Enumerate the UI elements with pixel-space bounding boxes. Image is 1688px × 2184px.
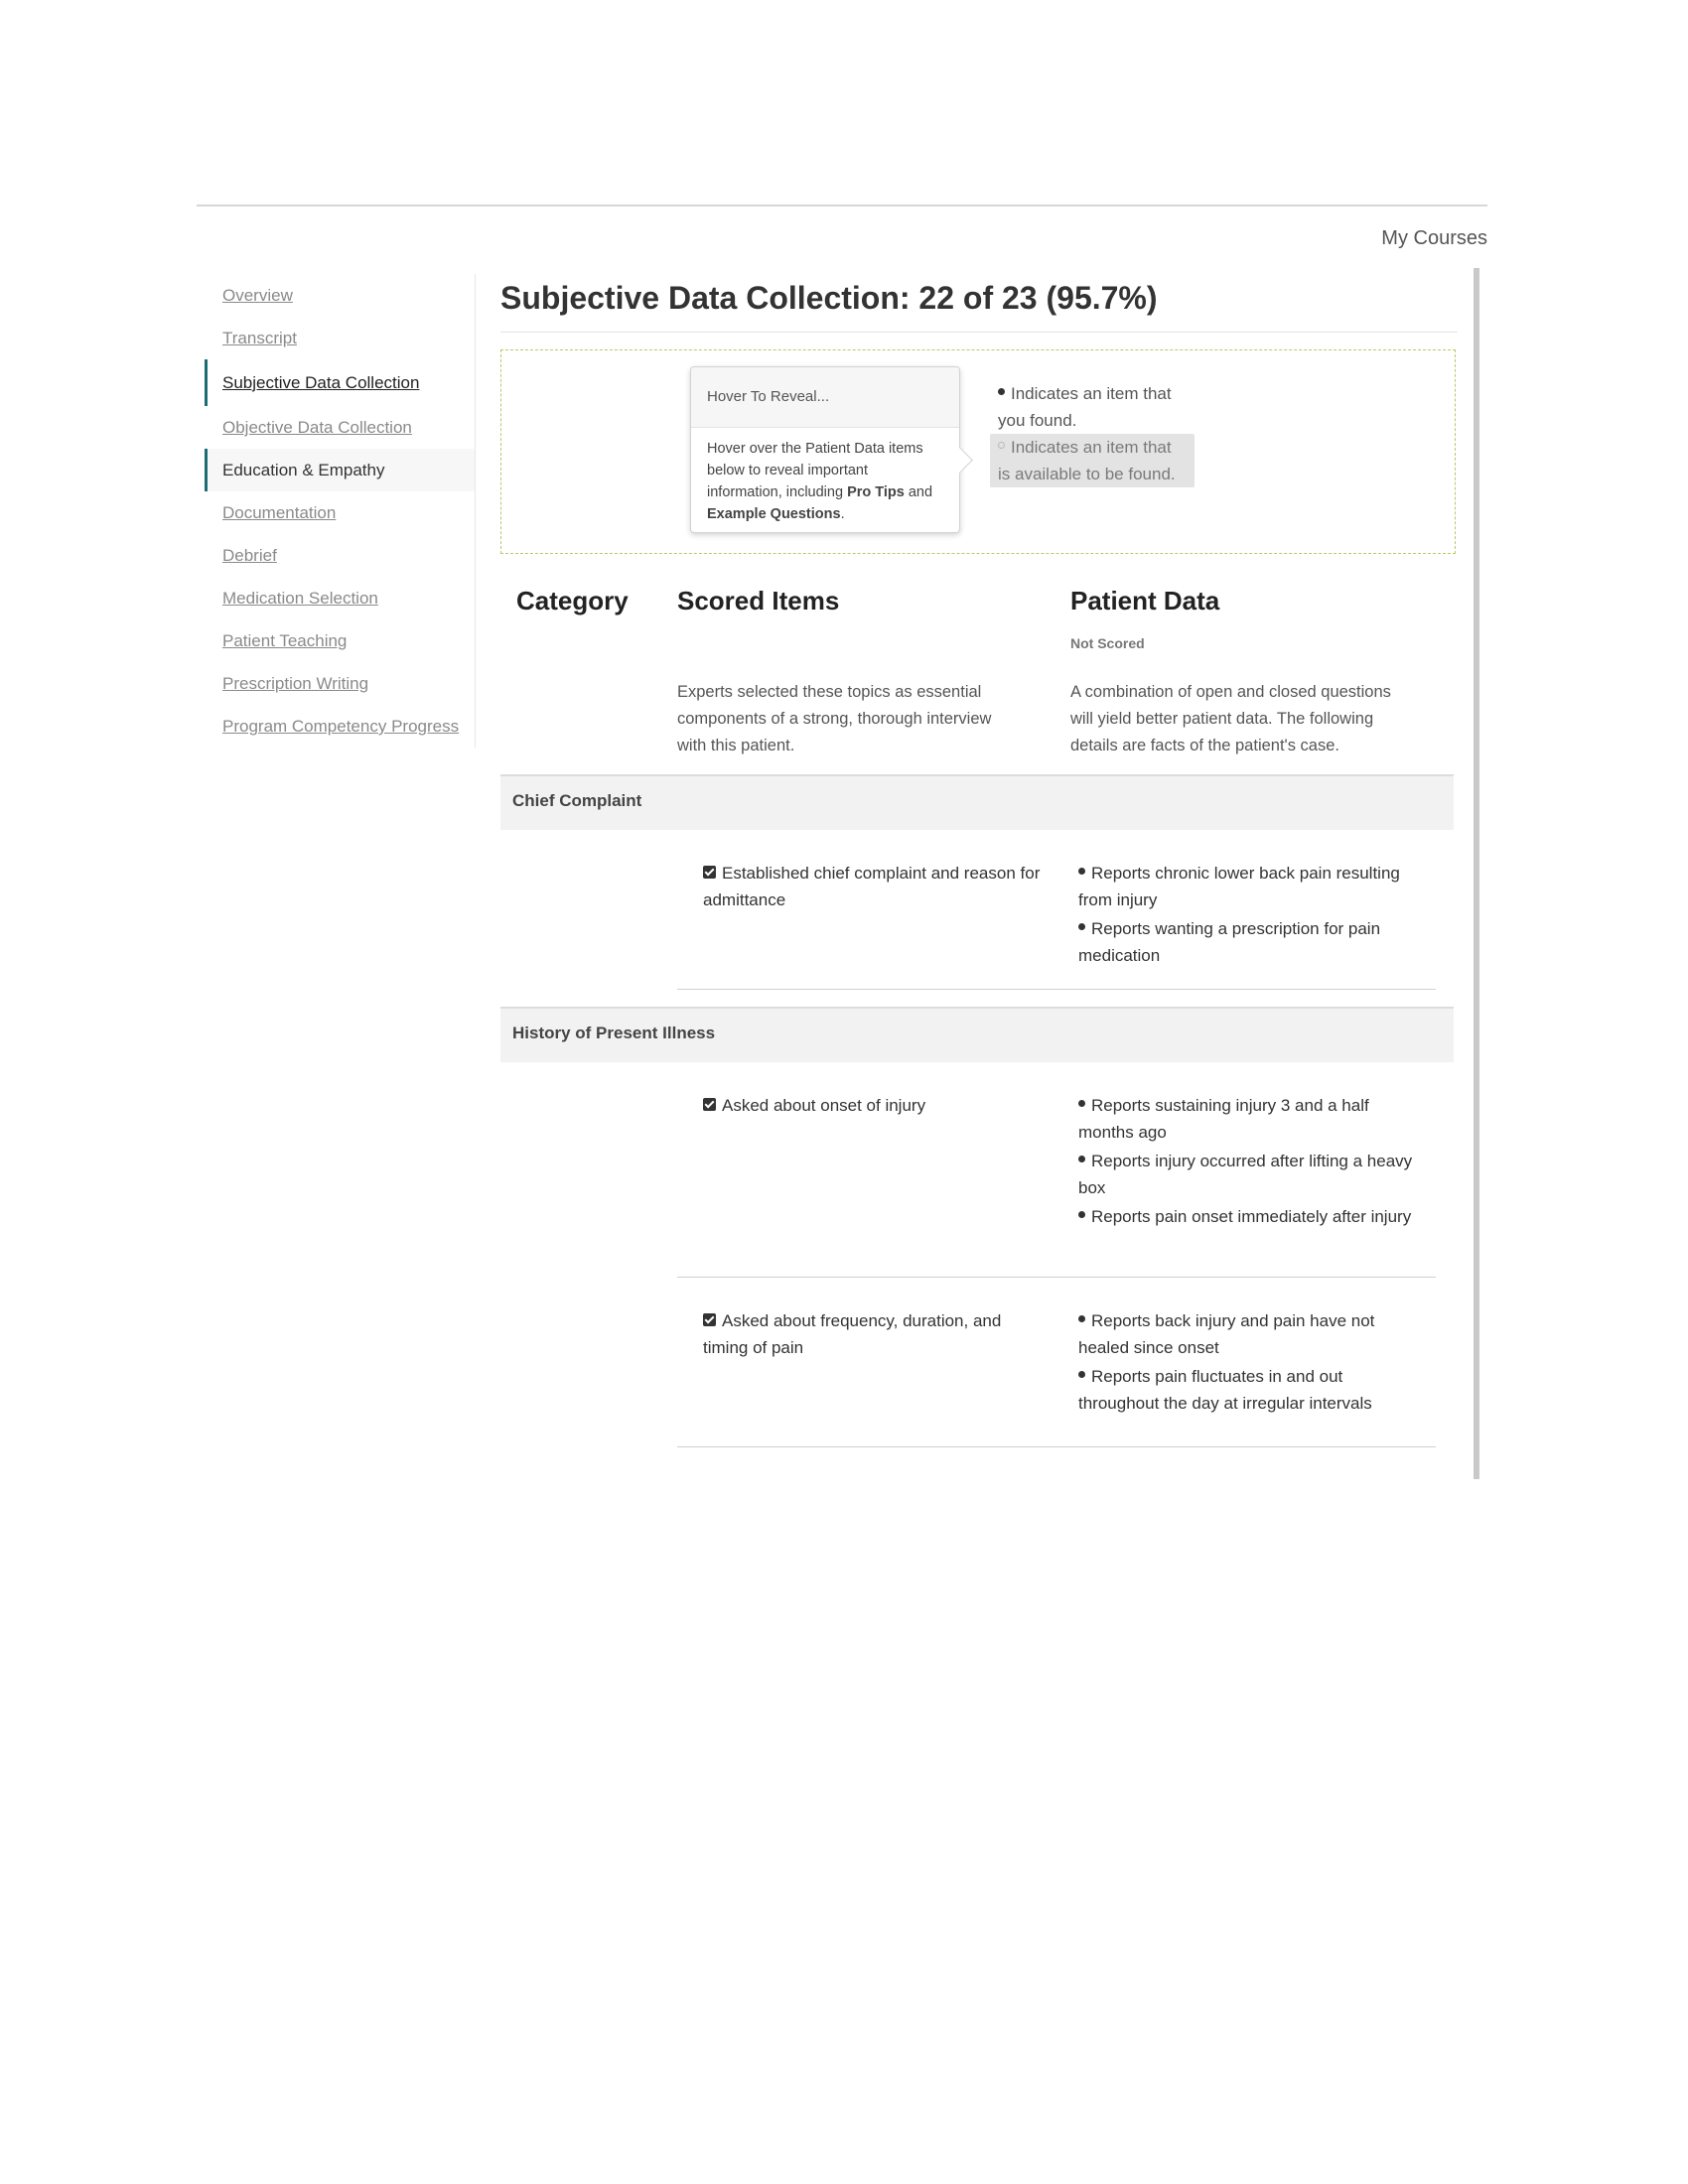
sidebar-item-objective-data-collection[interactable]: Objective Data Collection <box>222 418 412 437</box>
section-header-chief-complaint <box>500 774 1454 830</box>
patient-data-column-header: Patient Data <box>1070 586 1220 615</box>
scored-item <box>703 1307 1041 1361</box>
checkbox-checked-icon <box>703 1313 716 1326</box>
scored-items-column-header: Scored Items <box>677 586 840 615</box>
patient-data-item[interactable] <box>1078 1203 1426 1230</box>
tooltip-example-questions: Example Questions <box>707 506 841 522</box>
tooltip-pro-tips: Pro Tips <box>847 484 905 500</box>
patient-data-text: Reports sustaining injury 3 and a half months ago <box>1078 1096 1369 1142</box>
patient-data-item[interactable] <box>1078 1148 1426 1201</box>
patient-data-text: Reports pain fluctuates in and out throughout the day at irregular intervals <box>1078 1367 1372 1413</box>
legend-box <box>500 349 1456 554</box>
section-label: Chief Complaint <box>512 791 642 810</box>
found-dot-icon <box>1078 1156 1085 1162</box>
sidebar-item-debrief[interactable]: Debrief <box>222 546 277 565</box>
checkbox-checked-icon <box>703 866 716 879</box>
sidebar-item-education-empathy[interactable]: Education & Empathy <box>205 449 475 491</box>
found-dot-icon <box>998 388 1005 395</box>
category-column-header: Category <box>516 586 629 615</box>
patient-data-item[interactable] <box>1078 1363 1426 1417</box>
patient-data-intro: A combination of open and closed questions will yield better patient data. The following details are facts of the patient's case. <box>1070 683 1391 754</box>
sidebar-item-documentation[interactable]: Documentation <box>222 503 337 522</box>
patient-data-item[interactable] <box>1078 1307 1426 1361</box>
sidebar-item-overview[interactable]: Overview <box>222 286 293 305</box>
scored-item-text: Asked about frequency, duration, and timing of pain <box>703 1311 1002 1357</box>
found-dot-icon <box>1078 1315 1085 1322</box>
patient-data-item[interactable] <box>1078 860 1426 913</box>
scored-items-intro: Experts selected these topics as essential components of a strong, thorough interview with this patient. <box>677 683 992 754</box>
found-dot-icon <box>1078 1371 1085 1378</box>
header-divider <box>197 205 1487 206</box>
scored-item-text: Asked about onset of injury <box>722 1096 926 1115</box>
legend-available <box>990 434 1195 487</box>
patient-data-list <box>1078 860 1426 971</box>
scored-item <box>703 1092 1041 1119</box>
main-panel <box>496 268 1479 1479</box>
sidebar-item-prescription-writing[interactable]: Prescription Writing <box>222 674 369 693</box>
scored-item <box>703 860 1041 913</box>
not-scored-label: Not Scored <box>1070 635 1145 651</box>
legend-found-text: Indicates an item that you found. <box>998 384 1172 430</box>
found-dot-icon <box>1078 923 1085 930</box>
title-divider <box>500 332 1458 333</box>
found-dot-icon <box>1078 868 1085 875</box>
sidebar-item-program-competency-progress[interactable]: Program Competency Progress <box>222 717 460 736</box>
scored-item-text: Established chief complaint and reason for admittance <box>703 864 1041 909</box>
available-dot-icon <box>998 442 1005 449</box>
page-title: Subjective Data Collection: 22 of 23 (95.7%) <box>500 280 1158 316</box>
checkbox-checked-icon <box>703 1098 716 1111</box>
my-courses-link[interactable]: My Courses <box>1381 227 1487 249</box>
table-row <box>677 1307 1436 1447</box>
found-dot-icon <box>1078 1100 1085 1107</box>
legend-available-text: Indicates an item that is available to be found. <box>998 438 1176 483</box>
tooltip-text: and <box>904 484 933 500</box>
tooltip-title: Hover To Reveal... <box>691 367 959 428</box>
hover-tooltip <box>690 366 960 533</box>
found-dot-icon <box>1078 1211 1085 1218</box>
patient-data-list <box>1078 1307 1426 1419</box>
patient-data-item[interactable] <box>1078 915 1426 969</box>
patient-data-list <box>1078 1092 1426 1232</box>
tooltip-body <box>691 428 959 525</box>
sidebar-item-medication-selection[interactable]: Medication Selection <box>222 589 378 608</box>
patient-data-text: Reports injury occurred after lifting a heavy box <box>1078 1152 1413 1197</box>
sidebar-item-subjective-data-collection[interactable]: Subjective Data Collection <box>205 359 475 406</box>
patient-data-text: Reports chronic lower back pain resulting from injury <box>1078 864 1400 909</box>
section-header-history-of-present-illness <box>500 1007 1454 1062</box>
tooltip-text: Hover over the Patient Data items below to reveal important information, including <box>707 441 923 500</box>
sidebar-nav <box>205 274 476 748</box>
legend-found <box>998 380 1196 434</box>
patient-data-text: Reports back injury and pain have not healed since onset <box>1078 1311 1375 1357</box>
patient-data-text: Reports wanting a prescription for pain medication <box>1078 919 1381 965</box>
patient-data-item[interactable] <box>1078 1092 1426 1146</box>
tooltip-text: . <box>840 506 845 522</box>
sidebar-item-patient-teaching[interactable]: Patient Teaching <box>222 631 348 650</box>
sidebar-item-transcript[interactable]: Transcript <box>222 329 297 347</box>
table-row <box>677 860 1436 990</box>
patient-data-text: Reports pain onset immediately after injury <box>1091 1207 1412 1226</box>
table-row <box>677 1092 1436 1278</box>
section-label: History of Present Illness <box>512 1024 716 1042</box>
